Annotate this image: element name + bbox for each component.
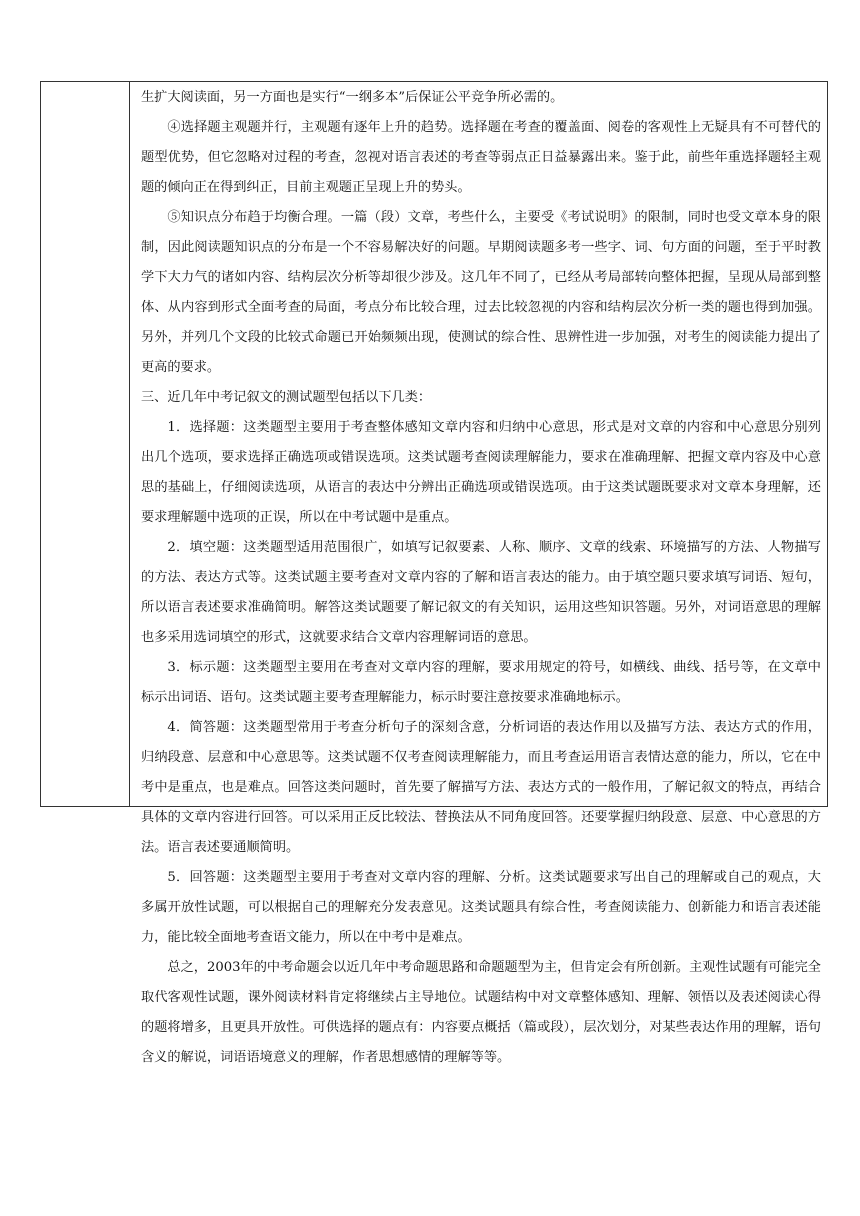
section-heading: 三、近几年中考记叙文的测试题型包括以下几类： [141,390,432,405]
paragraph: 2．填空题：这类题型适用范围很广，如填写记叙要素、人称、顺序、文章的线索、环境描写的方法、人物描写的方法、表达方式等。这类试题主要考查对文章内容的了解和语言表达的能力。由于填空题只要求填写词语、短句，所以语言表述要求准确简明。解答这类试题要了解记叙文的有关知识，运用这些知识答题。另外，对词语意思的理解也多采用选词填空的形式，这就要求结合文章内容理解词语的意思。 [141,540,821,645]
content-table [40,81,828,1065]
paragraph: 3．标示题：这类题型主要用在考查对文章内容的理解，要求用规定的符号，如横线、曲线、括号等，在文章中标示出词语、语句。这类试题主要考查理解能力，标示时要注意按要求准确地标示。 [141,660,821,705]
paragraph: 生扩大阅读面，另一方面也是实行“一纲多本”后保证公平竞争所必需的。 [141,90,564,105]
paragraph: 4．简答题：这类题型常用于考查分析句子的深刻含意，分析词语的表达作用以及描写方法、表达方式的作用，归纳段意、层意和中心意思等。这类试题不仅考查阅读理解能力，而且考查运用语言表情达意的能力，所以，它在中考中是重点，也是难点。回答这类问题时，首先要了解描写方法、表达方式的一般作用，了解记叙文的特点，再结合具体的文章内容进行回答。可以采用正反比较法、替换法从不同角度回答。还要掌握归纳段意、层意、中心意思的方法。语言表述要通顺简明。 [141,720,821,855]
paragraph: 总之，2003年的中考命题会以近几年中考命题思路和命题题型为主，但肯定会有所创新。主观性试题有可能完全取代客观性试题，课外阅读材料肯定将继续占主导地位。试题结构中对文章整体感知、理解、领悟以及表述阅读心得的题将增多，且更具开放性。可供选择的题点有：内容要点概括（篇或段），层次划分，对某些表达作用的理解，语句含义的解说，词语语境意义的理解，作者思想感情的理解等等。 [141,960,821,1065]
paragraph: 1．选择题：这类题型主要用于考查整体感知文章内容和归纳中心意思，形式是对文章的内容和中心意思分别列出几个选项，要求选择正确选项或错误选项。这类试题考查阅读理解能力，要求在准确理解、把握文章内容及中心意思的基础上，仔细阅读选项，从语言的表达中分辨出正确选项或错误选项。由于这类试题既要求对文章本身理解，还要求理解题中选项的正误，所以在中考试题中是重点。 [141,420,821,525]
paragraph: ④选择题主观题并行，主观题有逐年上升的趋势。选择题在考查的覆盖面、阅卷的客观性上无疑具有不可替代的题型优势，但它忽略对过程的考查，忽视对语言表述的考查等弱点正日益暴露出来。鉴于此，前些年重选择题轻主观题的倾向正在得到纠正，目前主观题正呈现上升的势头。 [141,120,821,195]
paragraph: 5．回答题：这类题型主要用于考查对文章内容的理解、分析。这类试题要求写出自己的理解或自己的观点，大多属开放性试题，可以根据自己的理解充分发表意见。这类试题具有综合性，考查阅读能力、创新能力和语言表述能力，能比较全面地考查语文能力，所以在中考中是难点。 [141,870,821,945]
main-content-cell [141,83,821,1073]
left-column-cell [41,82,130,806]
paragraph: ⑤知识点分布趋于均衡合理。一篇（段）文章，考些什么，主要受《考试说明》的限制，同时也受文章本身的限制，因此阅读题知识点的分布是一个不容易解决好的问题。早期阅读题多考一些字、词、句方面的问题，至于平时教学下大力气的诸如内容、结构层次分析等却很少涉及。这几年不同了，已经从考局部转向整体把握，呈现从局部到整体、从内容到形式全面考查的局面，考点分布比较合理，过去比较忽视的内容和结构层次分析一类的题也得到加强。另外，并列几个文段的比较式命题已开始频频出现，使测试的综合性、思辨性进一步加强，对考生的阅读能力提出了更高的要求。 [141,210,821,375]
